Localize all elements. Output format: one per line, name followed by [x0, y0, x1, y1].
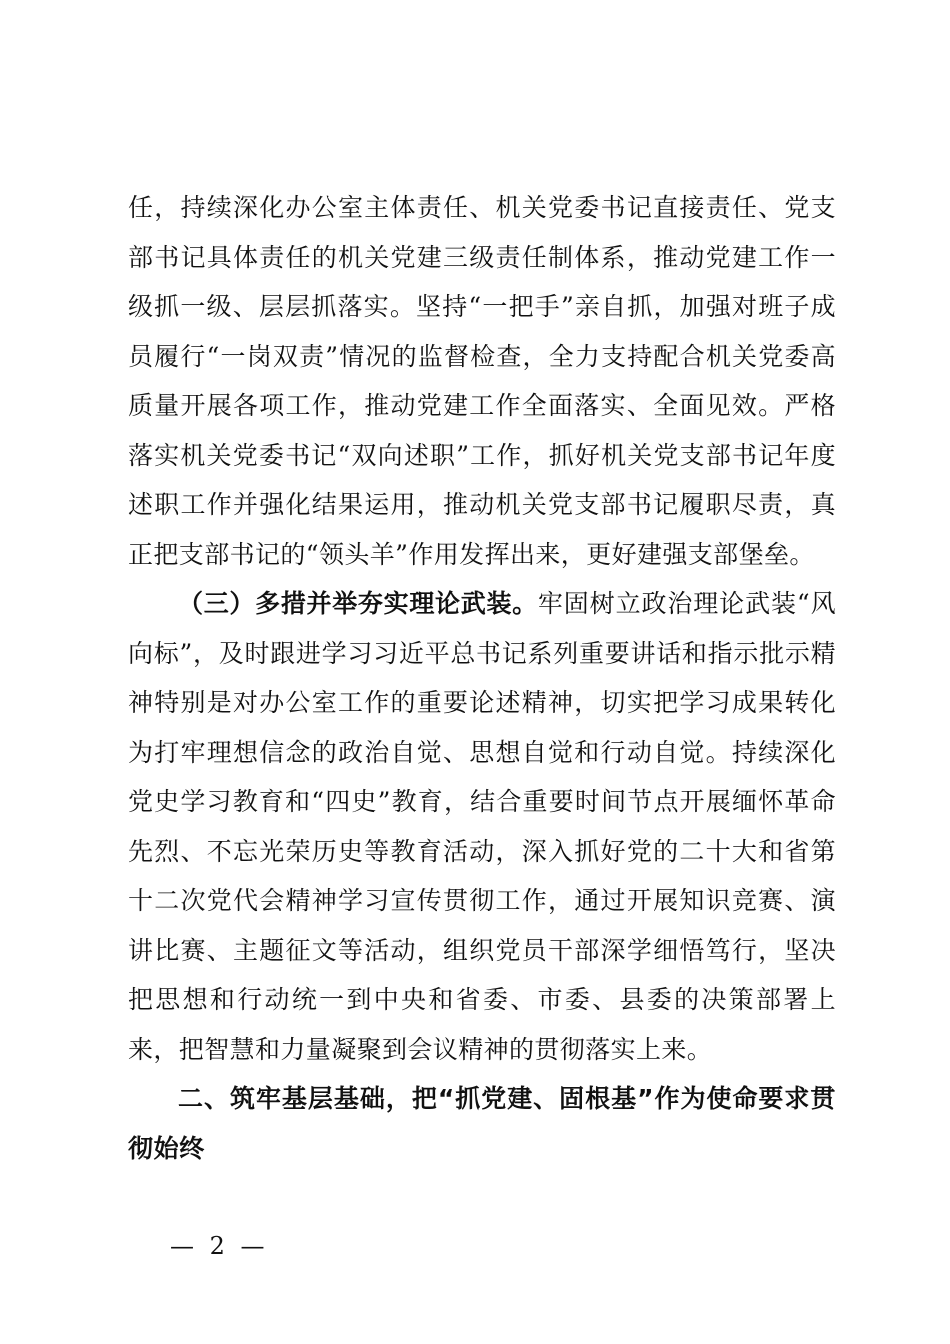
section-heading: 二、筑牢基层基础，把“抓党建、固根基”作为使命要求贯彻始终	[128, 1084, 836, 1163]
page-number: — 2 —	[170, 1232, 269, 1260]
paragraph-lead-title: （三）多措并举夯实理论武装。	[178, 589, 538, 618]
paragraph-body-text: 牢固树立政治理论武装“风向标”，及时跟进学习习近平总书记系列重要讲话和指示批示精神特别是对办公室工作的重要论述精神，切实把学习成果转化为打牢理想信念的政治自觉、思想自觉和行动自觉。持续深化党史学习教育和“四史”教育，结合重要时间节点开展缅怀革命先烈、不忘光荣历史等教育活动，深入抓好党的二十大和省第十二次党代会精神学习宣传贯彻工作，通过开展知识竞赛、演讲比赛、主题征文等活动，组织党员干部深学细悟笃行，坚决把思想和行动统一到中央和省委、市委、县委的决策部署上来，把智慧和力量凝聚到会议精神的贯彻落实上来。	[128, 589, 836, 1064]
paragraph-continued: 任，持续深化办公室主体责任、机关党委书记直接责任、党支部书记具体责任的机关党建三级责任制体系，推动党建工作一级抓一级、层层抓落实。坚持“一把手”亲自抓，加强对班子成员履行“一岗双责”情况的监督检查，全力支持配合机关党委高质量开展各项工作，推动党建工作全面落实、全面见效。严格落实机关党委书记“双向述职”工作，抓好机关党支部书记年度述职工作并强化结果运用，推动机关党支部书记履职尽责，真正把支部书记的“领头羊”作用发挥出来，更好建强支部堡垒。	[128, 193, 836, 569]
paragraph-theory-armament	[128, 579, 836, 1074]
document-body	[128, 183, 836, 1173]
